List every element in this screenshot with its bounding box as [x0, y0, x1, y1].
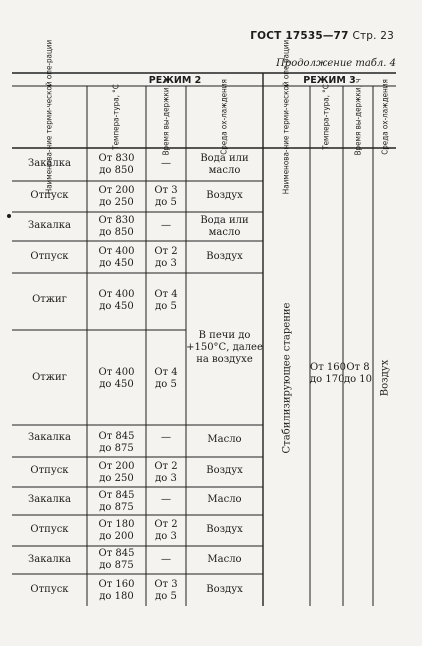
cell-temp: От 400 до 450	[98, 289, 135, 312]
cell-temp: От 180 до 200	[98, 519, 135, 542]
cell-temp: От 200 до 250	[98, 185, 135, 208]
cell-operation: Отпуск	[30, 251, 69, 262]
cell-operation: Отпуск	[30, 584, 69, 595]
cell-medium: Масло	[207, 554, 242, 565]
standard-number: ГОСТ 17535—77	[250, 30, 349, 42]
cell-time: От 2 до 3	[154, 246, 178, 269]
mode3-temp: От 160 до 170	[310, 362, 346, 385]
cell-medium: Воздух	[206, 465, 243, 476]
cell-operation: Отжиг	[32, 294, 67, 305]
page-number: Стр. 23	[352, 30, 394, 42]
cell-time: От 2 до 3	[154, 519, 178, 542]
cell-temp: От 400 до 450	[98, 246, 135, 269]
cell-temp: От 200 до 250	[98, 461, 135, 484]
mode2-title: РЕЖИМ 2	[148, 75, 202, 86]
cell-medium: Воздух	[206, 190, 243, 201]
cell-temp: От 400 до 450	[98, 367, 135, 390]
col-header-temperature: Темпера-тура, °С	[111, 84, 121, 150]
cell-operation: Отпуск	[30, 465, 69, 476]
col-header-operation-m3: Наименова-ние терми-ческой опе-рации	[281, 39, 291, 195]
cell-time: —	[161, 554, 171, 565]
cell-temp: От 845 до 875	[98, 490, 135, 513]
cell-operation: Закалка	[28, 554, 71, 565]
mode3-time: От 8 до 10	[343, 362, 373, 385]
cell-operation: Закалка	[28, 494, 71, 505]
cell-operation: Закалка	[28, 158, 71, 169]
cell-medium: Масло	[207, 494, 242, 505]
mode3-medium: Воздух	[379, 359, 391, 397]
cell-operation: Отжиг	[32, 372, 67, 383]
cell-medium: Воздух	[206, 524, 243, 535]
mode3-title: РЕЖИМ 3	[303, 75, 356, 86]
cell-time: От 3 до 5	[154, 185, 178, 208]
cell-operation: Закалка	[28, 432, 71, 443]
col-header-cooling-medium-m3: Среда ох-лаждения	[380, 79, 390, 155]
cell-time: От 2 до 3	[154, 461, 178, 484]
cell-time: От 3 до 5	[154, 579, 178, 602]
col-header-operation: Наименова-ние терми-ческой опе-рации	[44, 39, 54, 195]
cell-operation: Отпуск	[30, 524, 69, 535]
cell-medium-annealing: В печи до +150°С, далее на воздухе	[186, 330, 263, 365]
table-continuation-caption: Продолжение табл. 4	[276, 58, 396, 69]
cell-operation: Отпуск	[30, 190, 69, 201]
cell-medium: Воздух	[206, 584, 243, 595]
cell-temp: От 845 до 875	[98, 431, 135, 454]
cell-medium: Вода или масло	[200, 215, 249, 238]
cell-temp: От 830 до 850	[98, 215, 135, 238]
cell-medium: Воздух	[206, 251, 243, 262]
col-header-temperature-m3: Темпера-тура, °С	[321, 84, 331, 150]
col-header-holding-time-m3: Время вы-держки, ч	[353, 78, 363, 156]
cell-time: —	[161, 158, 171, 169]
cell-operation: Закалка	[28, 220, 71, 231]
cell-time: —	[161, 432, 171, 443]
cell-time: —	[161, 220, 171, 231]
mode3-operation: Стабилизирующее старение	[281, 302, 293, 454]
cell-medium: Масло	[207, 434, 242, 445]
cell-temp: От 160 до 180	[98, 579, 135, 602]
cell-medium: Вода или масло	[200, 153, 249, 176]
col-header-holding-time: Время вы-держки, ч	[161, 78, 171, 156]
cell-time: От 4 до 5	[154, 289, 178, 312]
col-header-cooling-medium: Среда ох-лаждения	[219, 79, 229, 155]
cell-time: От 4 до 5	[154, 367, 178, 390]
cell-time: —	[161, 494, 171, 505]
cell-temp: От 845 до 875	[98, 548, 135, 571]
cell-temp: От 830 до 850	[98, 153, 135, 176]
